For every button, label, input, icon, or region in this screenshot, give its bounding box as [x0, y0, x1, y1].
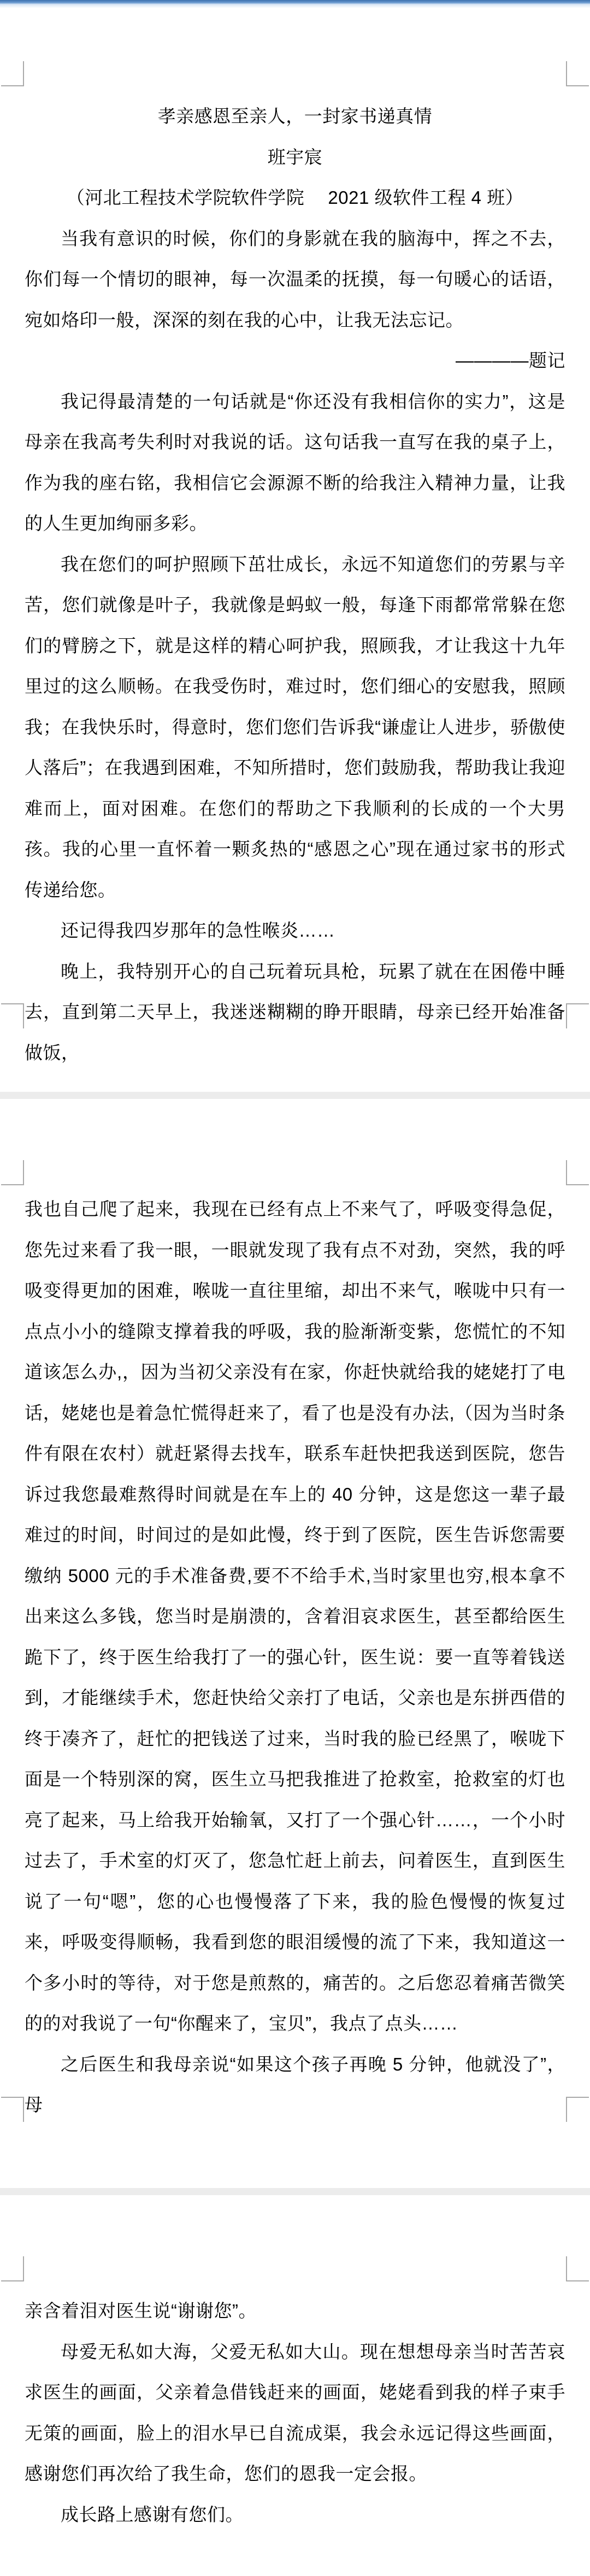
page-separator — [0, 1092, 590, 1099]
continuation-paragraph: 亲含着泪对医生说“谢谢您”。 — [25, 2301, 257, 2321]
window-top-accent-bar — [0, 0, 590, 9]
dedication-line: ————题记 — [456, 350, 565, 370]
text-boundary-mark-top-right — [566, 2256, 589, 2281]
text-boundary-mark-bottom-right — [566, 2097, 589, 2122]
text-boundary-mark-top-left — [1, 1160, 24, 1185]
body-paragraph: 我在您们的呵护照顾下茁壮成长，永远不知道您们的劳累与辛苦，您们就像是叶子，我就像是蚂蚁一般，每逢下雨都常常躲在您们的臂膀之下，就是这样的精心呵护我，照顾我，才让我这十九年里过的这么顺畅。在我受伤时，难过时，您们细心的安慰我，照顾我；在我快乐时，得意时，您们您们告诉我“谦虚让人进步，骄傲使人落后”；在我遇到困难，不知所措时，您们鼓励我，帮助我让我迎难而上，面对困难。在您们的帮助之下我顺利的长成的一个大男孩。我的心里一直怀着一颗炙热的“感恩之心”现在通过家书的形式传递给您。 — [25, 554, 565, 900]
body-paragraph: 之后医生和我母亲说“如果这个孩子再晚 5 分钟，他就没了”，母 — [25, 2054, 565, 2115]
text-boundary-mark-top-left — [1, 61, 24, 86]
document-page-2[interactable] — [0, 1099, 590, 2188]
document-page-3[interactable] — [0, 2195, 590, 2576]
text-boundary-mark-top-left — [1, 2256, 24, 2281]
text-boundary-mark-bottom-left — [1, 2097, 24, 2122]
body-paragraph: 当我有意识的时候，你们的身影就在我的脑海中，挥之不去，你们每一个情切的眼神，每一次温柔的抚摸，每一句暖心的话语，宛如烙印一般，深深的刻在我的心中，让我无法忘记。 — [25, 228, 565, 330]
closing-line: 成长路上感谢有您们。 — [61, 2504, 244, 2525]
doc-affiliation: （河北工程技术学院软件学院 2021 级软件工程 4 班） — [66, 187, 524, 208]
text-boundary-mark-top-right — [566, 1160, 589, 1185]
continuation-paragraph: 我也自己爬了起来，我现在已经有点上不来气了，呼吸变得急促，您先过来看了我一眼，一眼就发现了我有点不对劲，突然，我的呼吸变得更加的困难，喉咙一直往里缩，却出不来气，喉咙中只有一点点小小的缝隙支撑着我的呼吸，我的脸渐渐变紫，您慌忙的不知道该怎么办,，因为当初父亲没有在家，你赶快就给我的姥姥打了电话，姥姥也是着急忙慌得赶来了，看了也是没有办法,（因为当时条件有限在农村）就赶紧得去找车，联系车赶快把我送到医院，您告诉过我您最难熬得时间就是在车上的 40 分钟，这是您这一辈子最难过的时间，时间过的是如此慢，终于到了医院，医生告诉您需要缴纳 5000 元的手术准备费,要不不给手术,当时家里也穷,根本拿不出来这么多钱，您当时是崩溃的，含着泪哀求医生，甚至都给医生跪下了，终于医生给我打了一的强心针，医生说：要一直等着钱送到，才能继续手术，您赶快给父亲打了电话，父亲也是东拼西借的终于凑齐了，赶忙的把钱送了过来，当时我的脸已经黑了，喉咙下面是一个特别深的窝，医生立马把我推进了抢救室，抢救室的灯也亮了起来，马上给我开始输氧，又打了一个强心针……，一个小时过去了，手术室的灯灭了，您急忙赶上前去，问着医生，直到医生说了一句“嗯”，您的心也慢慢落了下来，我的脸色慢慢的恢复过来，呼吸变得顺畅，我看到您的眼泪缓慢的流了下来，我知道这一个多小时的等待，对于您是煎熬的，痛苦的。之后您忍着痛苦微笑的的对我说了一句“你醒来了，宝贝”，我点了点头…… — [25, 1199, 565, 2033]
doc-title: 孝亲感恩至亲人，一封家书递真情 — [157, 106, 433, 126]
body-paragraph: 还记得我四岁那年的急性喉炎…… — [61, 920, 335, 940]
body-paragraph: 我记得最清楚的一句话就是“你还没有我相信你的实力”，这是母亲在我高考失利时对我说的话。这句话我一直写在我的桌子上，作为我的座右铭，我相信它会源源不断的给我注入精神力量，让我的人生更加绚丽多彩。 — [25, 391, 565, 533]
body-paragraph: 晚上，我特别开心的自己玩着玩具枪，玩累了就在在困倦中睡去，直到第二天早上，我迷迷糊糊的睁开眼睛，母亲已经开始准备做饭， — [25, 961, 565, 1063]
page-separator — [0, 2188, 590, 2195]
body-paragraph: 母爱无私如大海，父爱无私如大山。现在想想母亲当时苦苦哀求医生的画面，父亲着急借钱赶来的画面，姥姥看到我的样子束手无策的画面，脸上的泪水早已自流成渠，我会永远记得这些画面，感谢您们再次给了我生命，您们的恩我一定会报。 — [25, 2341, 565, 2484]
text-boundary-mark-bottom-left — [1, 1003, 24, 1028]
doc-author: 班宇宸 — [267, 146, 323, 167]
text-boundary-mark-top-right — [566, 61, 589, 86]
document-page-1[interactable] — [0, 0, 590, 1092]
text-boundary-mark-bottom-right — [566, 1003, 589, 1028]
